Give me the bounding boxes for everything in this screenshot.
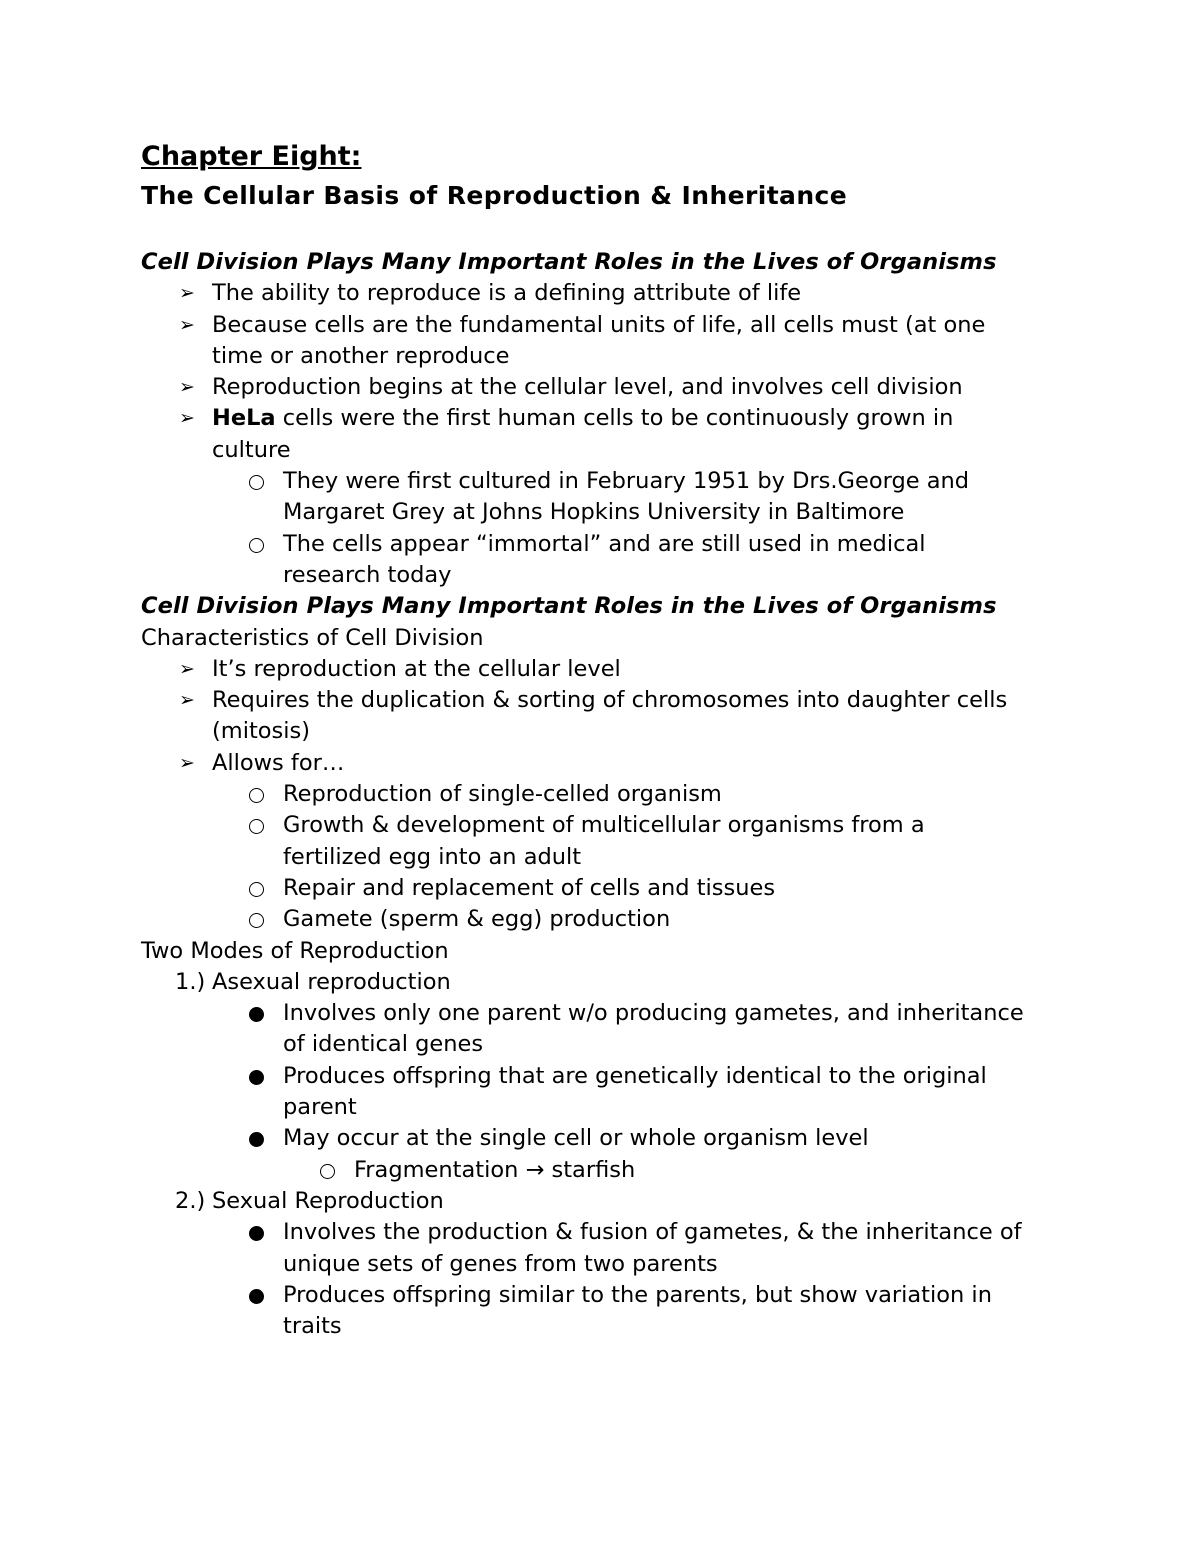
filled-bullet-icon (249, 1289, 264, 1304)
list-item-text: culture (212, 436, 291, 463)
circle-bullet-icon (249, 538, 264, 553)
list-item-text: Gamete (sperm & egg) production (283, 906, 671, 933)
list-item-continuation (141, 435, 1081, 466)
sub-list-item-continuation (141, 1092, 1081, 1123)
list-item-text: traits (283, 1313, 342, 1340)
list-item-text: (mitosis) (212, 718, 311, 745)
list-item-text: Reproduction begins at the cellular level, and involves cell division (212, 374, 963, 401)
list-number: 1.) (175, 968, 206, 995)
list-item-text: fertilized egg into an adult (283, 843, 582, 870)
sub-list-item-continuation (141, 1249, 1081, 1280)
sub-list-item-continuation (141, 497, 1081, 528)
list-item-text: Fragmentation → starfish (354, 1156, 636, 1183)
circle-bullet-icon (249, 882, 264, 897)
section-heading: Cell Division Plays Many Important Roles in the Lives of Organisms (141, 249, 997, 275)
hela-term: HeLa (212, 405, 276, 432)
list-item-text: Requires the duplication & sorting of chromosomes into daughter cells (212, 687, 1008, 714)
circle-bullet-icon (320, 1164, 335, 1179)
sub-list-item (141, 904, 1081, 935)
chapter-title: Chapter Eight: (141, 141, 362, 172)
arrow-bullet-icon: ➢ (179, 407, 195, 430)
arrow-bullet-icon: ➢ (179, 282, 195, 305)
sub-list-item (141, 1123, 1081, 1154)
chapter-subtitle: The Cellular Basis of Reproduction & Inheritance (141, 181, 848, 210)
list-item-text: Repair and replacement of cells and tissues (283, 874, 776, 901)
list-item (141, 310, 1081, 341)
list-item-text: Produces offspring that are genetically identical to the original (283, 1062, 987, 1089)
filled-bullet-icon (249, 1007, 264, 1022)
list-item-text: It’s reproduction at the cellular level (212, 655, 621, 682)
sub-list-item (141, 1217, 1081, 1248)
sub-list-item-continuation (141, 560, 1081, 591)
list-item-text: of identical genes (283, 1031, 484, 1058)
sub-list-item (141, 529, 1081, 560)
sub-list-item (141, 1061, 1081, 1092)
section-subheading: Two Modes of Reproduction (141, 937, 449, 964)
sub-list-item (141, 779, 1081, 810)
list-item (141, 685, 1081, 716)
list-item (141, 372, 1081, 403)
list-item (141, 654, 1081, 685)
list-item-text: Growth & development of multicellular organisms from a (283, 812, 925, 839)
list-item-text: Reproduction of single-celled organism (283, 781, 722, 808)
list-item (141, 278, 1081, 309)
list-item-text: The cells appear “immortal” and are still used in medical (283, 530, 926, 557)
sub-list-item-continuation (141, 842, 1081, 873)
numbered-item (141, 967, 1081, 998)
sub-list-item (141, 998, 1081, 1029)
filled-bullet-icon (249, 1226, 264, 1241)
list-item (141, 403, 1081, 434)
section-subheading: Characteristics of Cell Division (141, 624, 484, 651)
sub-list-item-continuation (141, 1029, 1081, 1060)
list-item-text: They were first cultured in February 1951 by Drs.George and (283, 468, 970, 495)
arrow-bullet-icon: ➢ (179, 313, 195, 336)
list-item (141, 748, 1081, 779)
list-item-text: Margaret Grey at Johns Hopkins University in Baltimore (283, 499, 905, 526)
list-item-text: Involves only one parent w/o producing gametes, and inheritance (283, 1000, 1024, 1027)
arrow-bullet-icon: ➢ (179, 657, 195, 680)
list-item-text: parent (283, 1094, 357, 1121)
numbered-item (141, 1186, 1081, 1217)
section-heading: Cell Division Plays Many Important Roles in the Lives of Organisms (141, 593, 997, 620)
list-item-text: Asexual reproduction (212, 968, 451, 995)
list-item-continuation (141, 341, 1081, 372)
list-item-text: time or another reproduce (212, 342, 510, 369)
sub-list-item-continuation (141, 1311, 1081, 1342)
sub-list-item (141, 810, 1081, 841)
list-item-text: unique sets of genes from two parents (283, 1250, 718, 1277)
list-item-text: Produces offspring similar to the parents, but show variation in (283, 1281, 992, 1308)
list-item-text: cells were the first human cells to be continuously grown in (275, 405, 954, 432)
list-item-text: Sexual Reproduction (212, 1187, 444, 1214)
list-item-text: research today (283, 561, 452, 588)
sub-list-item (141, 1280, 1081, 1311)
arrow-bullet-icon: ➢ (179, 689, 195, 712)
list-item-continuation (141, 716, 1081, 747)
list-item-text: May occur at the single cell or whole organism level (283, 1125, 869, 1152)
sub-list-item (141, 466, 1081, 497)
sub-list-item (141, 873, 1081, 904)
list-item-text: Allows for… (212, 749, 345, 776)
circle-bullet-icon (249, 475, 264, 490)
filled-bullet-icon (249, 1070, 264, 1085)
notes-body (141, 247, 1081, 1342)
circle-bullet-icon (249, 788, 264, 803)
list-item-text: Involves the production & fusion of gametes, & the inheritance of (283, 1219, 1022, 1246)
circle-bullet-icon (249, 913, 264, 928)
arrow-bullet-icon: ➢ (179, 376, 195, 399)
list-item-text: Because cells are the fundamental units of life, all cells must (at one (212, 311, 986, 338)
list-item-text: The ability to reproduce is a defining attribute of life (212, 280, 802, 307)
filled-bullet-icon (249, 1132, 264, 1147)
list-number: 2.) (175, 1187, 206, 1214)
sub-sub-list-item (141, 1155, 1081, 1186)
circle-bullet-icon (249, 819, 264, 834)
arrow-bullet-icon: ➢ (179, 751, 195, 774)
